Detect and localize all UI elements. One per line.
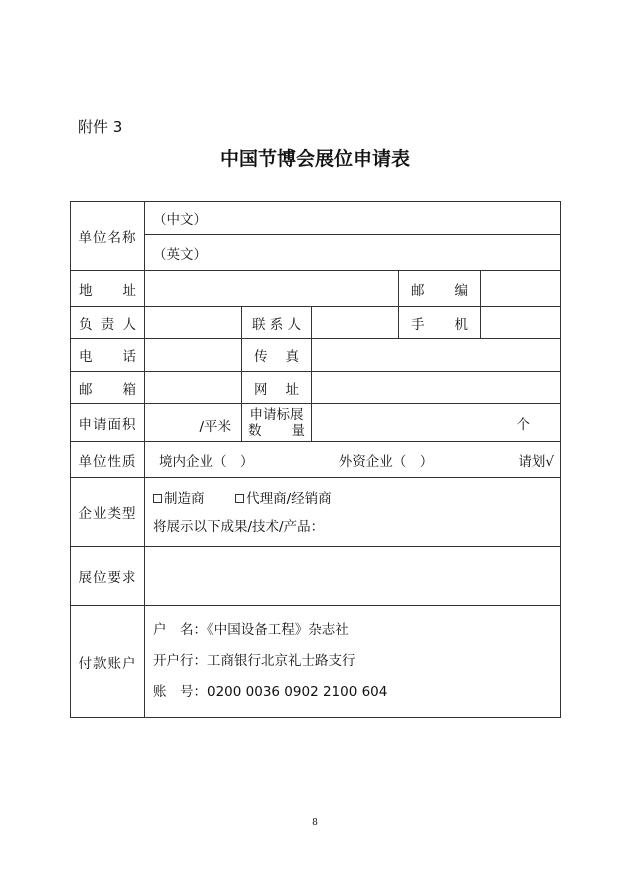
nature-field[interactable] xyxy=(145,442,561,478)
nature-instruction: 请划√ xyxy=(518,453,555,470)
email-field[interactable] xyxy=(145,372,242,404)
unit-name-en-field[interactable] xyxy=(145,235,561,271)
payment-label: 付款账户 xyxy=(71,606,145,718)
type-label: 企业类型 xyxy=(71,478,145,547)
booth-count-field[interactable] xyxy=(312,404,561,442)
mobile-field[interactable] xyxy=(481,307,561,339)
fax-field[interactable] xyxy=(312,339,561,372)
unit-name-cn-hint: （中文） xyxy=(153,212,207,228)
phone-label: 电 话 xyxy=(71,339,145,372)
address-field[interactable] xyxy=(145,271,399,307)
email-label: 邮 箱 xyxy=(71,372,145,404)
website-label: 网 址 xyxy=(242,372,312,404)
unit-name-cn-field[interactable] xyxy=(145,202,561,235)
nature-label: 单位性质 xyxy=(71,442,145,478)
attachment-label: 附件 3 xyxy=(78,118,123,136)
checkbox-icon xyxy=(153,494,162,503)
person-field[interactable] xyxy=(145,307,242,339)
postcode-field[interactable] xyxy=(481,271,561,307)
nature-foreign-option[interactable]: 外资企业（ ） xyxy=(338,453,434,470)
payment-account-name: 户 名：《中国设备工程》杂志社 xyxy=(153,622,349,638)
postcode-label: 邮 编 xyxy=(399,271,481,307)
nature-domestic-option[interactable]: 境内企业（ ） xyxy=(159,453,254,470)
mobile-label: 手 机 xyxy=(399,307,481,339)
exhibit-items-prompt: 将展示以下成果/技术/产品： xyxy=(153,519,325,535)
contact-label: 联 系 人 xyxy=(242,307,312,339)
unit-name-label: 单位名称 xyxy=(71,202,145,271)
type-field[interactable] xyxy=(145,478,561,547)
manufacturer-checkbox[interactable]: 制造商 xyxy=(153,491,205,507)
application-form xyxy=(70,201,561,718)
page-number: 8 xyxy=(312,818,318,828)
booth-requirement-label: 展位要求 xyxy=(71,547,145,606)
person-label: 负 责 人 xyxy=(71,307,145,339)
phone-field[interactable] xyxy=(145,339,242,372)
payment-bank: 开户行：工商银行北京礼士路支行 xyxy=(153,653,356,669)
booth-count-label: 申请标展 数 量 xyxy=(242,404,312,442)
address-label: 地 址 xyxy=(71,271,145,307)
payment-info xyxy=(145,606,561,718)
payment-account-number: 账 号：0200 0036 0902 2100 604 xyxy=(153,684,388,700)
booth-count-unit: 个 xyxy=(516,416,531,433)
agent-checkbox[interactable]: 代理商/经销商 xyxy=(235,491,332,507)
area-unit: /平米 xyxy=(199,419,231,435)
website-field[interactable] xyxy=(312,372,561,404)
area-label: 申请面积 xyxy=(71,404,145,442)
fax-label: 传 真 xyxy=(242,339,312,372)
contact-field[interactable] xyxy=(312,307,399,339)
unit-name-en-hint: （英文） xyxy=(153,246,207,263)
page-title: 中国节博会展位申请表 xyxy=(219,148,410,170)
checkbox-icon xyxy=(235,494,244,503)
area-field[interactable] xyxy=(145,404,242,442)
booth-requirement-field[interactable] xyxy=(145,547,561,606)
